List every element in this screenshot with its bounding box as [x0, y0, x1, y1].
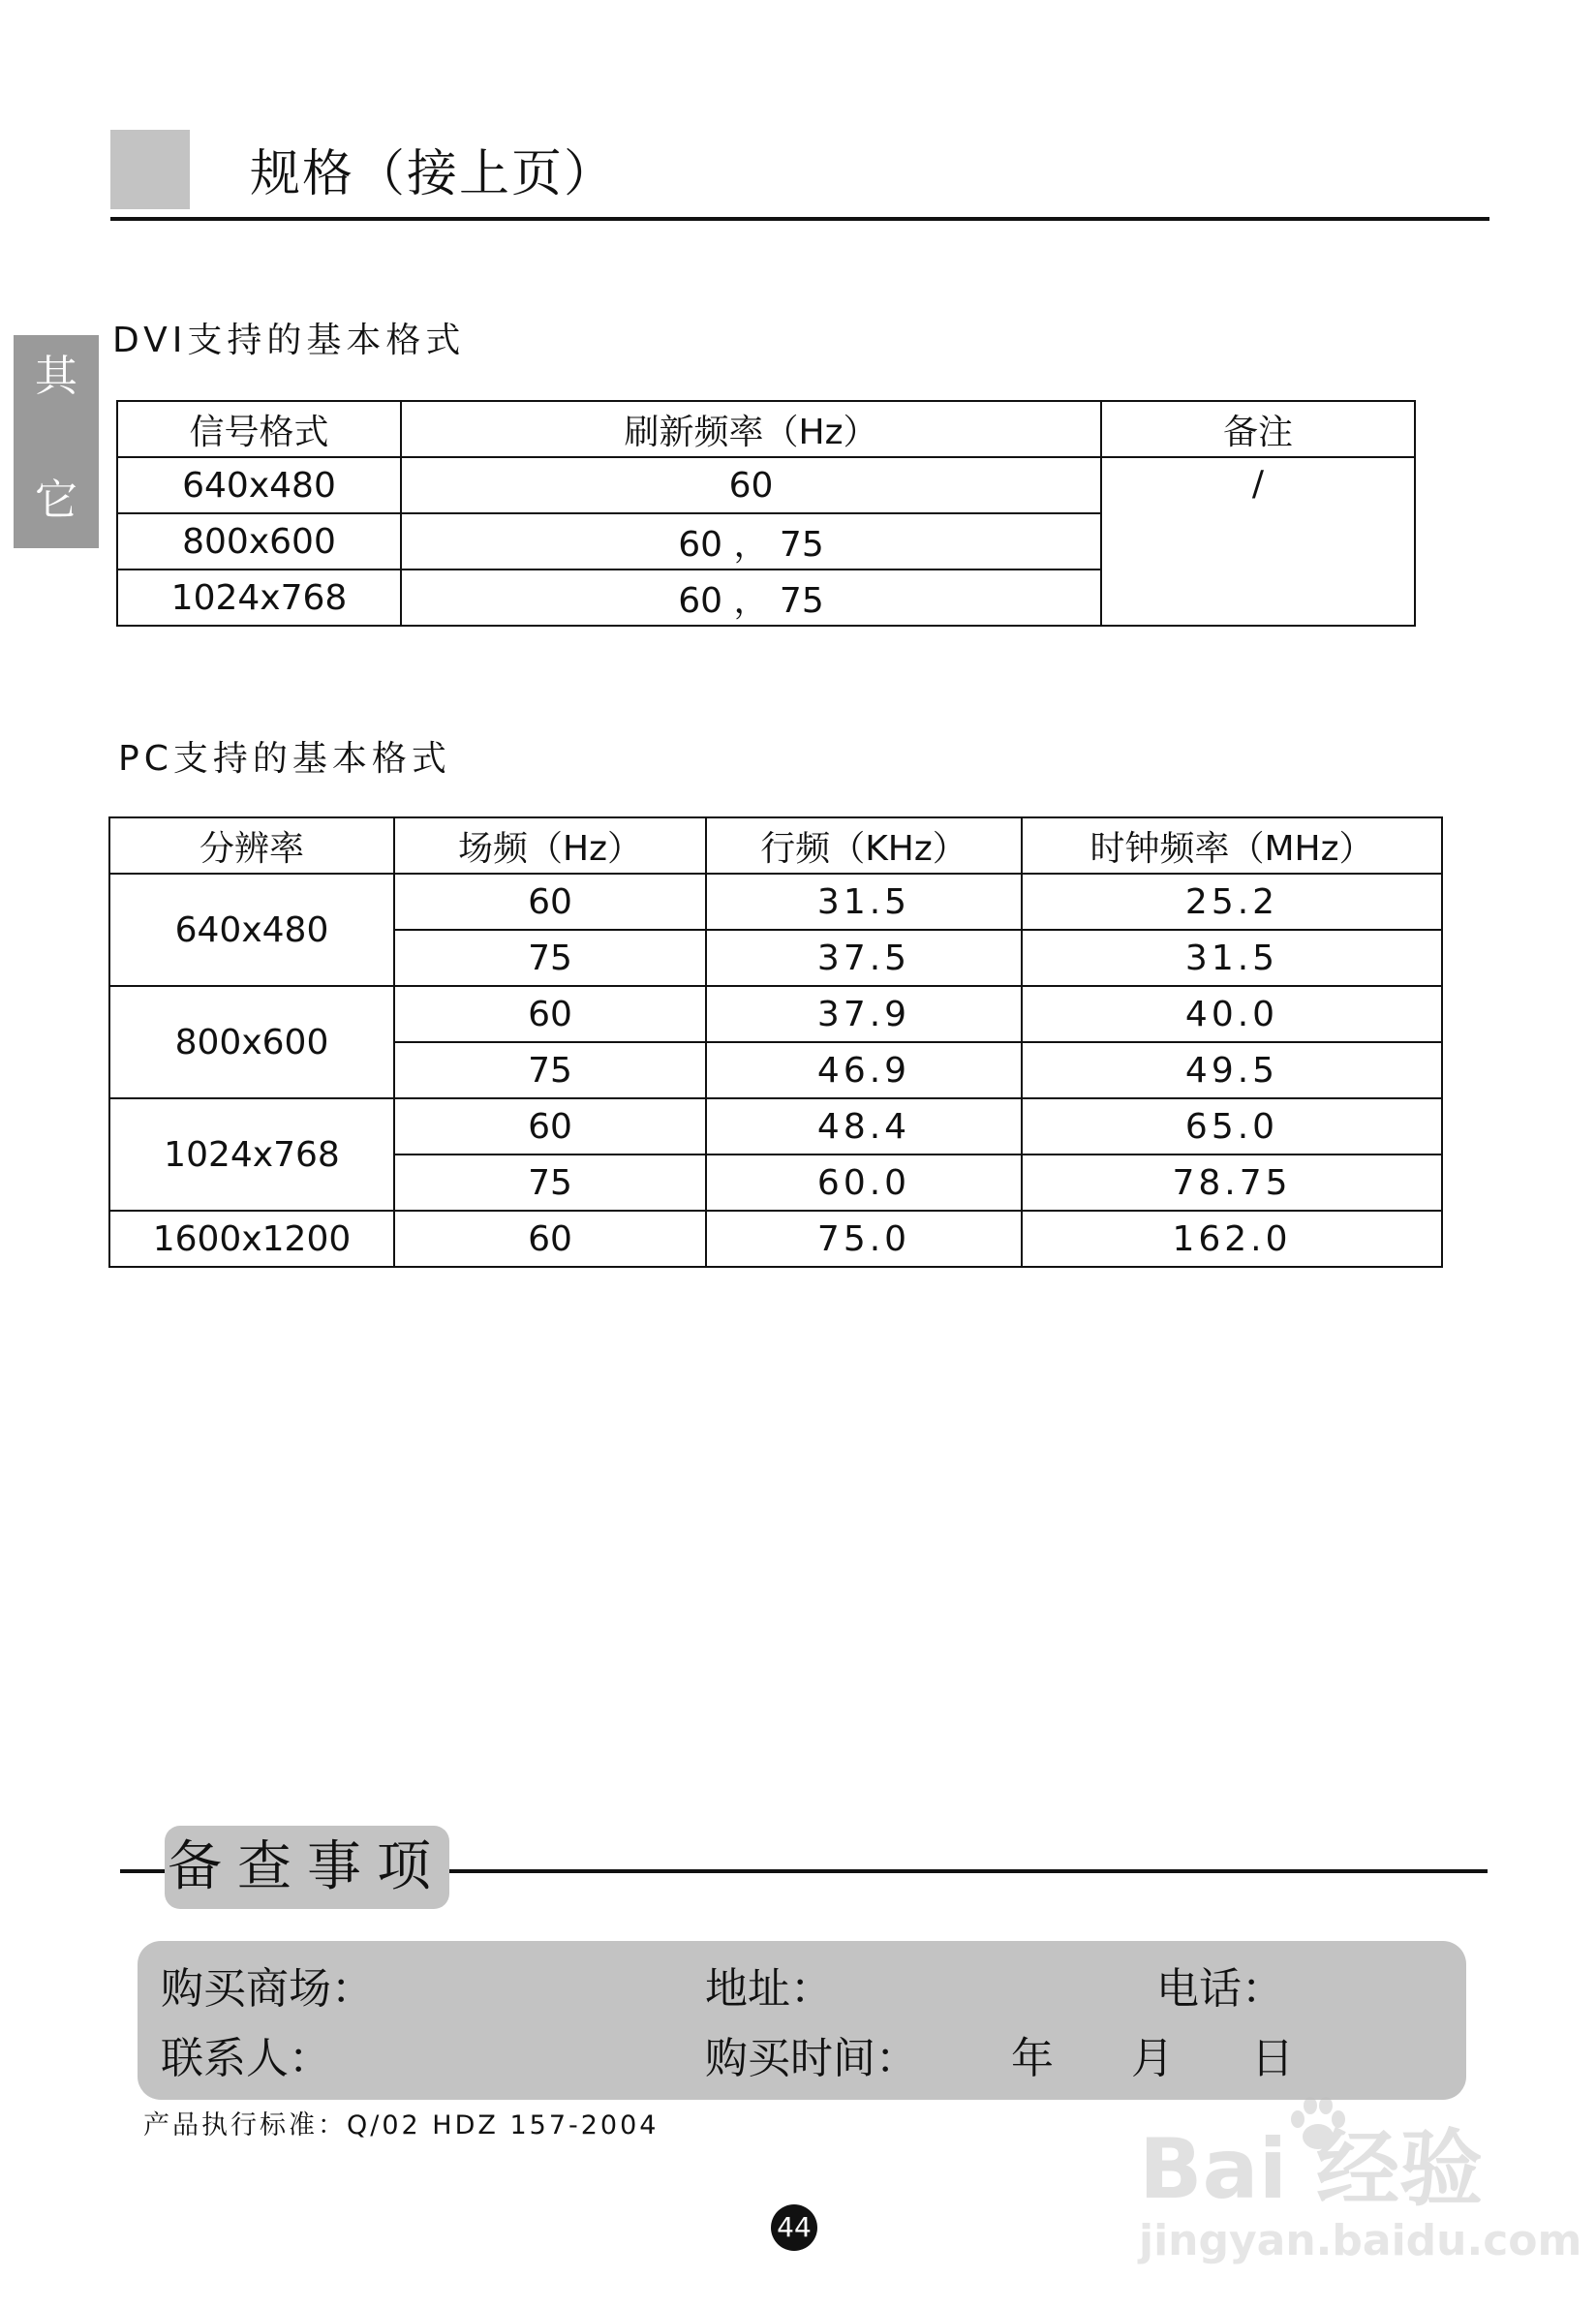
paw-icon	[1284, 2092, 1352, 2160]
contact-label: 联系人：	[161, 2034, 331, 2083]
header-cell: 分辨率	[109, 817, 394, 874]
product-standard: 产品执行标准：Q/02 HDZ 157-2004	[143, 2110, 660, 2140]
vertical-freq-cell: 60	[394, 986, 706, 1042]
horizontal-freq-cell: 75.0	[706, 1211, 1022, 1267]
baidu-watermark	[1139, 2092, 1582, 2276]
memo-title: 备查事项	[165, 1826, 449, 1909]
dvi-format-table	[116, 400, 1416, 627]
table-header-row	[117, 401, 1415, 457]
horizontal-freq-cell: 37.9	[706, 986, 1022, 1042]
side-tab	[14, 335, 99, 548]
vertical-freq-cell: 60	[394, 874, 706, 930]
address-label: 地址：	[705, 1964, 833, 2014]
watermark-brand: Bai 经验	[1139, 2121, 1484, 2218]
table-header-row	[109, 817, 1442, 874]
vertical-freq-cell: 75	[394, 930, 706, 986]
month-label: 月	[1131, 2034, 1174, 2083]
resolution-cell: 800x600	[109, 986, 394, 1098]
note-cell: /	[1101, 457, 1415, 626]
clock-freq-cell: 162.0	[1022, 1211, 1442, 1267]
resolution-cell: 1600x1200	[109, 1211, 394, 1267]
table-row	[117, 457, 1415, 513]
header-cell: 场频（Hz）	[394, 817, 706, 874]
clock-freq-cell: 78.75	[1022, 1154, 1442, 1211]
table-row	[109, 874, 1442, 930]
horizontal-freq-cell: 60.0	[706, 1154, 1022, 1211]
purchase-time-label: 购买时间：	[705, 2034, 918, 2083]
horizontal-freq-cell: 31.5	[706, 874, 1022, 930]
resolution-cell: 1024x768	[109, 1098, 394, 1211]
resolution-cell: 640x480	[109, 874, 394, 986]
table-row	[109, 986, 1442, 1042]
header-block	[110, 130, 190, 209]
table-row	[109, 1098, 1442, 1154]
header-cell: 时钟频率（MHz）	[1022, 817, 1442, 874]
clock-freq-cell: 65.0	[1022, 1098, 1442, 1154]
vertical-freq-cell: 75	[394, 1154, 706, 1211]
year-label: 年	[1011, 2034, 1054, 2083]
format-cell: 640x480	[117, 457, 401, 513]
side-tab-char: 其	[35, 352, 77, 401]
format-cell: 1024x768	[117, 570, 401, 626]
dvi-section-title: DVI支持的基本格式	[112, 321, 466, 360]
header-rule	[110, 217, 1489, 221]
horizontal-freq-cell: 48.4	[706, 1098, 1022, 1154]
page-number: 44	[771, 2204, 817, 2251]
rate-cell: 60	[401, 457, 1101, 513]
vertical-freq-cell: 75	[394, 1042, 706, 1098]
vertical-freq-cell: 60	[394, 1098, 706, 1154]
memo-box	[138, 1941, 1466, 2100]
pc-section-title: PC支持的基本格式	[118, 739, 451, 779]
header-cell: 信号格式	[117, 401, 401, 457]
rate-cell: 60 ， 75	[401, 513, 1101, 570]
pc-format-table	[108, 816, 1443, 1268]
page-title: 规格（接上页）	[250, 145, 617, 203]
header-cell: 刷新频率（Hz）	[401, 401, 1101, 457]
day-label: 日	[1251, 2034, 1294, 2083]
rate-cell: 60 ， 75	[401, 570, 1101, 626]
clock-freq-cell: 25.2	[1022, 874, 1442, 930]
phone-label: 电话：	[1156, 1964, 1284, 2014]
store-label: 购买商场：	[161, 1964, 374, 2014]
watermark-url: jingyan.baidu.com	[1139, 2216, 1582, 2265]
format-cell: 800x600	[117, 513, 401, 570]
clock-freq-cell: 49.5	[1022, 1042, 1442, 1098]
horizontal-freq-cell: 46.9	[706, 1042, 1022, 1098]
header-cell: 备注	[1101, 401, 1415, 457]
table-row	[109, 1211, 1442, 1267]
clock-freq-cell: 40.0	[1022, 986, 1442, 1042]
side-tab-char: 它	[35, 476, 77, 525]
clock-freq-cell: 31.5	[1022, 930, 1442, 986]
header-cell: 行频（KHz）	[706, 817, 1022, 874]
vertical-freq-cell: 60	[394, 1211, 706, 1267]
horizontal-freq-cell: 37.5	[706, 930, 1022, 986]
